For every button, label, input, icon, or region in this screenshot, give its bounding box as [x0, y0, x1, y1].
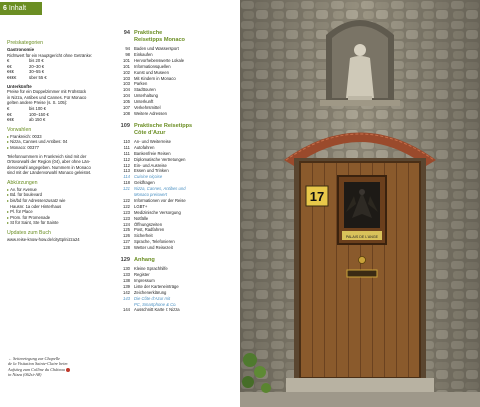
toc-title: Mit Kindern in Monaco	[134, 75, 176, 81]
photo-caption: ←Seitenriegung zur Chapelle de la Visitation Sainte-Claire beim Aufstieg zum Colline du Château in Nizza (062si-A8)	[8, 356, 118, 378]
price-row: € bis 100 €	[7, 105, 46, 111]
toc-title: Ausschnitt Karte I: Nizza	[134, 307, 180, 313]
price-row: €€€ ab 150 €	[7, 117, 46, 123]
toc-page: 94	[125, 46, 130, 51]
toc-title: Kleine Sprachhilfe	[134, 266, 168, 272]
price-row: €€ 20–30 €	[7, 63, 45, 69]
toc-page: 126	[123, 233, 130, 239]
page-header	[0, 2, 42, 15]
toc-title: Nizza, Cannes, Antibes und	[134, 186, 186, 192]
list-item: ▸Nizza, Cannes und Antibes: 04	[7, 139, 68, 145]
food-price-list	[7, 58, 115, 80]
toc-title: Praktische Reisetipps Côte d’Azur	[134, 122, 193, 136]
toc-page: 133	[123, 272, 130, 277]
toc-chapter-azur[interactable]	[118, 123, 236, 137]
mail-slot[interactable]	[347, 270, 377, 277]
door-photo	[240, 0, 480, 407]
list-item: ▸Av. für Avenue	[7, 186, 37, 192]
toc-page: 142	[123, 289, 130, 295]
toc-page: 144	[123, 307, 130, 313]
toc-title: Diplomatische Vertretungen	[134, 156, 186, 162]
toc-title: Post, Radfahren	[134, 227, 165, 233]
toc-page: 103	[123, 81, 130, 87]
arrow-icon: ▸	[7, 139, 10, 145]
toc-page: 104	[123, 87, 130, 93]
toc-title: Autofahren	[134, 144, 155, 150]
toc-entry[interactable]	[118, 307, 236, 313]
toc-title: Unterhaltung	[134, 93, 158, 99]
arrow-icon: ▸	[7, 133, 10, 139]
toc-title: Monaco preiswert	[134, 192, 168, 198]
dial-heading: Vorwahlen	[7, 126, 32, 133]
list-item: ▸Prom. für Promenade	[7, 214, 51, 220]
toc-page: 110	[123, 138, 130, 144]
toc-page: 138	[123, 277, 130, 283]
toc-title: Anhang	[134, 257, 155, 264]
list-item: ▸Monaco: 00377	[7, 144, 39, 150]
toc-title: Sprache, Telefonieren	[134, 239, 175, 245]
food-subheading: Gastronomie	[7, 47, 35, 52]
toc-page: 114	[123, 174, 130, 180]
door-knob[interactable]	[359, 257, 366, 264]
toc-title: Verkehrsmittel	[134, 105, 161, 111]
toc-title: Notfälle	[134, 215, 149, 221]
toc-title: Register	[134, 272, 150, 277]
toc-page: 104	[123, 93, 130, 99]
toc-page: 118	[123, 180, 130, 186]
stone-step	[286, 378, 434, 392]
page-number: 6	[3, 5, 7, 12]
price-heading: Preiskategorien	[7, 40, 44, 46]
toc-page: 129	[120, 257, 130, 264]
toc-title: Essen und Trinken	[134, 168, 169, 174]
toc-title: Unterkunft	[134, 99, 154, 105]
toc-title: LGBT+	[134, 203, 148, 209]
plaque-text: PALAIS DE L'ANGE	[345, 235, 379, 239]
toc-title: Parken	[134, 81, 148, 87]
toc-title: Sicherheit	[134, 233, 153, 239]
toc-page: 124	[123, 221, 130, 227]
toc-page: 121	[123, 186, 130, 192]
toc-page: 113	[123, 168, 130, 174]
toc-monaco-list	[118, 46, 236, 117]
toc-page: 139	[123, 283, 130, 289]
phone-note: Telefonnummern in Frankreich sind mit der Ortsvorwahl der Region (04), aber ohne Län- dervorwahl angegeben. Nummern in Monaco sind mit der Ländervorwahl Monaco geleistet.	[7, 153, 92, 176]
toc-page: 130	[123, 266, 130, 272]
toc-page: 123	[123, 209, 130, 215]
toc-page: 127	[123, 239, 130, 245]
lodging-note: Preise für ein Doppelzimmer mit Frühstück in Nizza, Antibes und Cannes. Für Monaco gelten andere Preise (s. S. 105):	[7, 89, 87, 106]
toc-title: Baden und Wassersport	[134, 46, 179, 51]
toc-page: 111	[123, 150, 130, 156]
toc-page: 94	[123, 30, 130, 36]
dial-list	[7, 134, 115, 151]
abbr-list	[7, 187, 115, 226]
toc-page: 122	[123, 203, 130, 209]
toc-title: Medizinische Versorgung	[134, 209, 181, 215]
toc-page: 122	[123, 197, 130, 203]
map-marker-icon	[66, 368, 70, 372]
toc-entry[interactable]	[118, 245, 236, 251]
toc-page: 143	[123, 295, 130, 301]
toc-title: Hervorhebenswerte Lokale	[134, 57, 185, 63]
toc-title: Die Côte d’Azur mit	[134, 295, 171, 301]
toc-page: 112	[123, 162, 130, 168]
lodging-price-list	[7, 106, 115, 123]
toc-page: 103	[123, 75, 130, 81]
toc-page: 109	[120, 122, 130, 129]
toc-title: Informationen vor der Reise	[134, 197, 186, 203]
price-row: €€ 100–150 €	[7, 111, 49, 117]
toc-page: 98	[125, 51, 130, 57]
toc-page: 112	[123, 156, 130, 162]
food-note: Richtwert für ein Hauptgericht ohne Getränke:	[7, 52, 93, 58]
arrow-icon: ▸	[7, 198, 10, 204]
toc-anhang-list	[118, 266, 236, 313]
toc-page: 111	[123, 144, 130, 150]
toc-title: Zeichenerklärung	[134, 289, 167, 295]
toc-title: Einkaufen	[134, 51, 153, 57]
info-column	[7, 40, 115, 243]
toc-page: 107	[123, 105, 130, 111]
arrow-icon: ▸	[7, 220, 10, 226]
list-item: ▸Frankreich: 0033	[7, 133, 42, 139]
toc-entry[interactable]	[118, 111, 236, 117]
arrow-icon: ▸	[7, 192, 10, 198]
toc-title: Kunst und Museen	[134, 69, 169, 75]
arrow-icon: ▸	[7, 214, 10, 220]
updates-heading: Updates zum Buch	[7, 230, 51, 237]
toc-page: 102	[123, 69, 130, 75]
house-number: 17	[309, 189, 325, 204]
updates-link[interactable]: www.reise-know-how.de/cityttp/nizza24	[7, 237, 80, 243]
toc-page: 101	[123, 63, 130, 69]
arrow-icon: ▸	[7, 144, 10, 150]
toc-page: 101	[123, 57, 130, 63]
abbr-heading: Abkürzungen	[7, 179, 38, 186]
price-row: €€€€ über 55 €	[7, 74, 47, 80]
toc-title: An- und Weiterreise	[134, 138, 171, 144]
toc-title: Informationsquellen	[134, 63, 171, 69]
price-row: €€€ 30–55 €	[7, 69, 45, 75]
toc-chapter-monaco[interactable]	[118, 30, 236, 44]
toc-title: Weitere Adressen	[134, 110, 167, 116]
price-row: € bis 20 €	[7, 58, 44, 64]
toc-title: Praktische Reisetipps Monaco	[134, 30, 185, 43]
arrow-icon: ▸	[7, 209, 10, 215]
toc-title: Öffnungszeiten	[134, 221, 163, 227]
toc-title: Stadttouren	[134, 87, 156, 93]
toc-page: 105	[123, 99, 130, 105]
toc-title: Bankenfreie Reisen	[134, 150, 171, 156]
toc-title: Cuisine niçoise	[134, 174, 163, 180]
list-item: ▸bis/bd für Adressenzusatz wie	[7, 198, 66, 204]
toc-page: 108	[123, 110, 130, 116]
toc-azur-list	[118, 139, 236, 251]
toc-page: 125	[123, 227, 130, 233]
arrow-icon: ▸	[7, 186, 10, 192]
lodging-subheading: Unterkünfte	[7, 83, 32, 89]
toc-chapter-anhang[interactable]	[118, 257, 236, 264]
toc-title: Liste der Karteneinträge	[134, 283, 179, 289]
toc-page: 123	[123, 215, 130, 221]
header-title: Inhalt	[8, 5, 27, 12]
toc-title: PC, Smartphone & Co.	[134, 301, 177, 307]
toc-page: 128	[123, 245, 130, 251]
toc-title: Ein- und Ausreise	[134, 162, 167, 168]
list-item: ▸St für Saint, Ste für Sainte	[7, 220, 59, 226]
list-item: Hausnr. 1a oder Hinterhaus	[10, 203, 62, 209]
list-item: ▸Bd. für boulevard	[7, 192, 43, 198]
niche-ledge	[320, 100, 400, 106]
list-item: ▸Pl. für Place	[7, 209, 33, 215]
table-of-contents	[118, 30, 236, 313]
caption-arrow-icon: ←	[8, 356, 12, 361]
toc-title: Impressum	[134, 277, 155, 283]
toc-title: Wetter und Reisezeit	[134, 245, 173, 251]
toc-title: Geldfragen	[134, 180, 155, 186]
